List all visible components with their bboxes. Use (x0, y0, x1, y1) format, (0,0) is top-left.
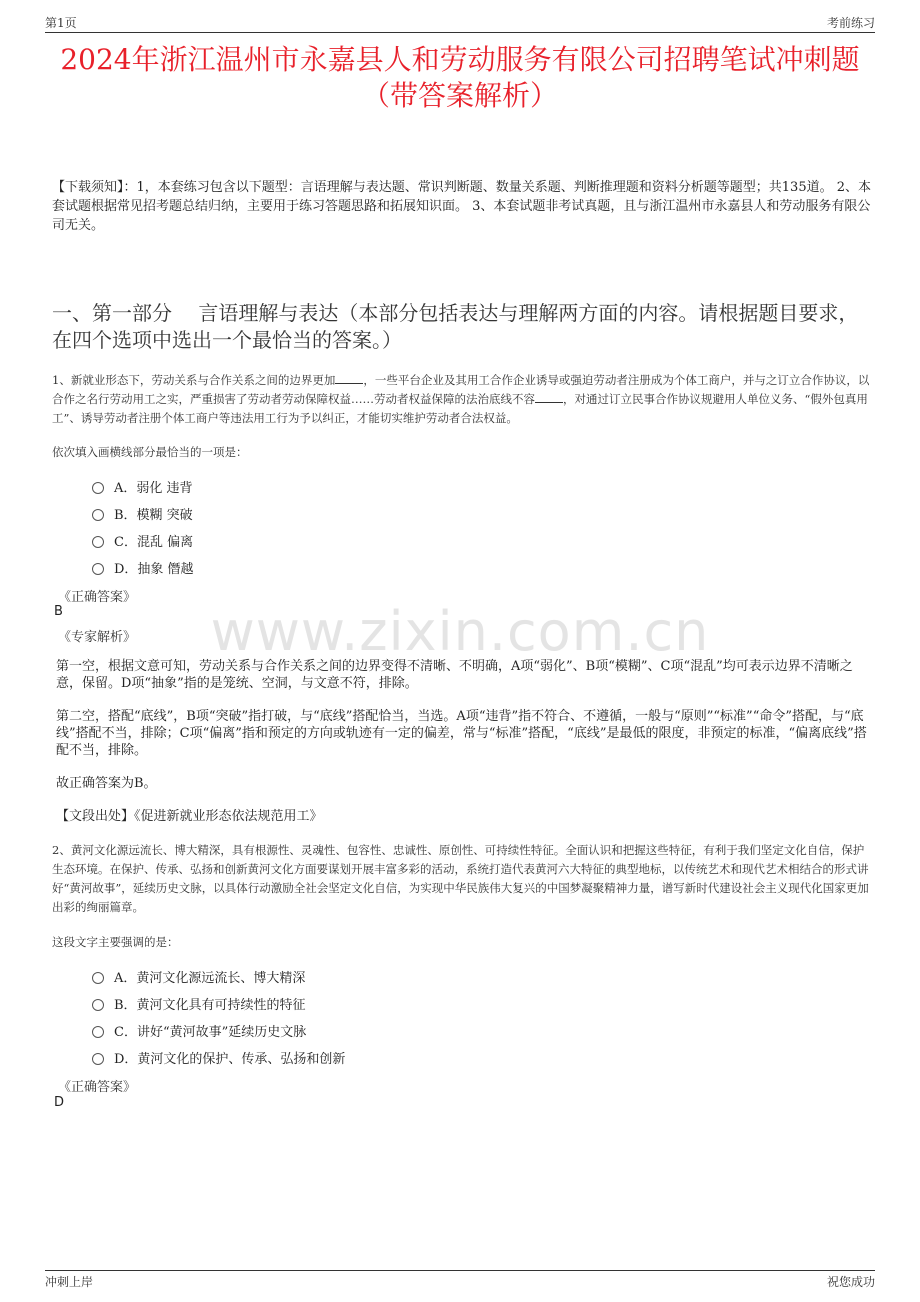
question-1-option-d[interactable] (92, 557, 194, 577)
radio-icon[interactable] (92, 563, 104, 575)
option-label: B．黄河文化具有可持续性的特征 (114, 997, 306, 1013)
section-title: 一、第一部分 言语理解与表达（本部分包括表达与理解两方面的内容。请根据题目要求，在四个选项中选出一个最恰当的答案。） (52, 301, 859, 352)
radio-icon[interactable] (92, 999, 104, 1011)
question-1-option-a[interactable] (92, 476, 193, 496)
header-right-label: 考前练习 (826, 16, 875, 30)
analysis-paragraph-2: 第二空，搭配“底线”，B项“突破”指打破，与“底线”搭配恰当，当选。A项“违背”指不符合、不遵循，一般与“原则”“标准”“命令”搭配，与“底线”搭配不当，排除；C项“偏离”指和预定的方向或轨迹有一定的偏差，常与“标准”搭配，“底线”是最低的限度，非预定的标准，“偏离底线”搭配不当，排除。 (56, 709, 867, 758)
question-1-analysis-tag: 《专家解析》 (58, 630, 137, 645)
question-2-prompt: 这段文字主要强调的是： (52, 935, 179, 949)
option-label: D．黄河文化的保护、传承、弘扬和创新 (114, 1051, 346, 1067)
radio-icon[interactable] (92, 1026, 104, 1038)
document-title: 2024年浙江温州市永嘉县人和劳动服务有限公司招聘笔试冲刺题（带答案解析） (60, 43, 860, 112)
question-2-answer-tag: 《正确答案》 (58, 1080, 137, 1095)
option-label: A．黄河文化源远流长、博大精深 (114, 970, 306, 986)
footer-right-label: 祝您成功 (826, 1275, 875, 1289)
option-label: D．抽象 僭越 (114, 561, 194, 577)
radio-icon[interactable] (92, 536, 104, 548)
option-label: C．混乱 偏离 (114, 534, 194, 550)
option-label: A．弱化 违背 (114, 480, 193, 496)
question-1-part3: ，对通过订立民事合作协议规避用人单位义务、“假外包真用工”、诱导劳动者注册个体工商户等违法用工行为予以纠正，才能切实维护劳动者合法权益。 (52, 392, 868, 425)
question-2-option-d[interactable] (92, 1047, 345, 1067)
question-2-option-a[interactable] (92, 966, 305, 986)
download-notice: 【下载须知】：1，本套练习包含以下题型：言语理解与表达题、常识判断题、数量关系题、判断推理题和资料分析题等题型；共135道。 2、本套试题根据常见招考题总结归纳，主要用于练习答题思路和拓展知识面。 3、本套试题非考试真题，且与浙江温州市永嘉县人和劳动服务有限公司无关。 (52, 180, 871, 233)
watermark: www.zixin.com.cn (210, 600, 710, 663)
question-1-prompt: 依次填入画横线部分最恰当的一项是： (52, 445, 248, 459)
question-2-option-b[interactable] (92, 993, 306, 1013)
question-2-option-c[interactable] (92, 1020, 306, 1040)
radio-icon[interactable] (92, 1053, 104, 1065)
question-1-source: 【文段出处】《促进新就业形态依法规范用工》 (56, 809, 323, 824)
question-2-text: 2、黄河文化源远流长、博大精深，具有根源性、灵魂性、包容性、忠诚性、原创性、可持续性特征。全面认识和把握这些特征，有利于我们坚定文化自信，保护生态环境。在保护、传承、弘扬和创新黄河文化方面要谋划开展丰富多彩的活动，系统打造代表黄河六大特征的典型地标，以传统艺术和现代艺术相结合的形式讲好“黄河故事”，延续历史文脉，以具体行动激励全社会坚定文化自信，为实现中华民族伟大复兴的中国梦凝聚精神力量，谱写新时代建设社会主义现代化国家更加出彩的绚丽篇章。 (52, 843, 869, 914)
radio-icon[interactable] (92, 972, 104, 984)
question-1-answer-tag: 《正确答案》 (58, 590, 137, 605)
question-1-part1: 1、新就业形态下，劳动关系与合作关系之间的边界更加 (52, 373, 336, 387)
analysis-paragraph-1: 第一空，根据文意可知，劳动关系与合作关系之间的边界变得不清晰、不明确，A项“弱化”、B项“模糊”、C项“混乱”均可表示边界不清晰之意，保留。D项“抽象”指的是笼统、空洞，与文意不符，排除。 (56, 659, 853, 691)
page-header (45, 12, 875, 33)
radio-icon[interactable] (92, 509, 104, 521)
fill-blank-1 (335, 372, 363, 384)
analysis-paragraph-3: 故正确答案为B。 (56, 776, 157, 791)
question-2-answer: D (54, 1095, 65, 1110)
page-number-label: 第1页 (45, 16, 77, 30)
option-label: B．模糊 突破 (114, 507, 193, 523)
footer-left-label: 冲刺上岸 (45, 1275, 94, 1289)
question-1-part2: ，一些平台企业及其用工合作企业诱导或强迫劳动者注册成为个体工商户，并与之订立合作协议，以合作之名行劳动用工之实，严重损害了劳动者劳动保障权益……劳动者权益保障的法治底线不容 (52, 373, 870, 406)
question-1-answer: B (54, 604, 63, 619)
fill-blank-2 (535, 391, 563, 403)
question-1-option-b[interactable] (92, 503, 193, 523)
radio-icon[interactable] (92, 482, 104, 494)
question-1-text (52, 371, 872, 428)
option-label: C．讲好“黄河故事”延续历史文脉 (114, 1024, 307, 1040)
page-footer (45, 1270, 875, 1291)
question-1-option-c[interactable] (92, 530, 193, 550)
